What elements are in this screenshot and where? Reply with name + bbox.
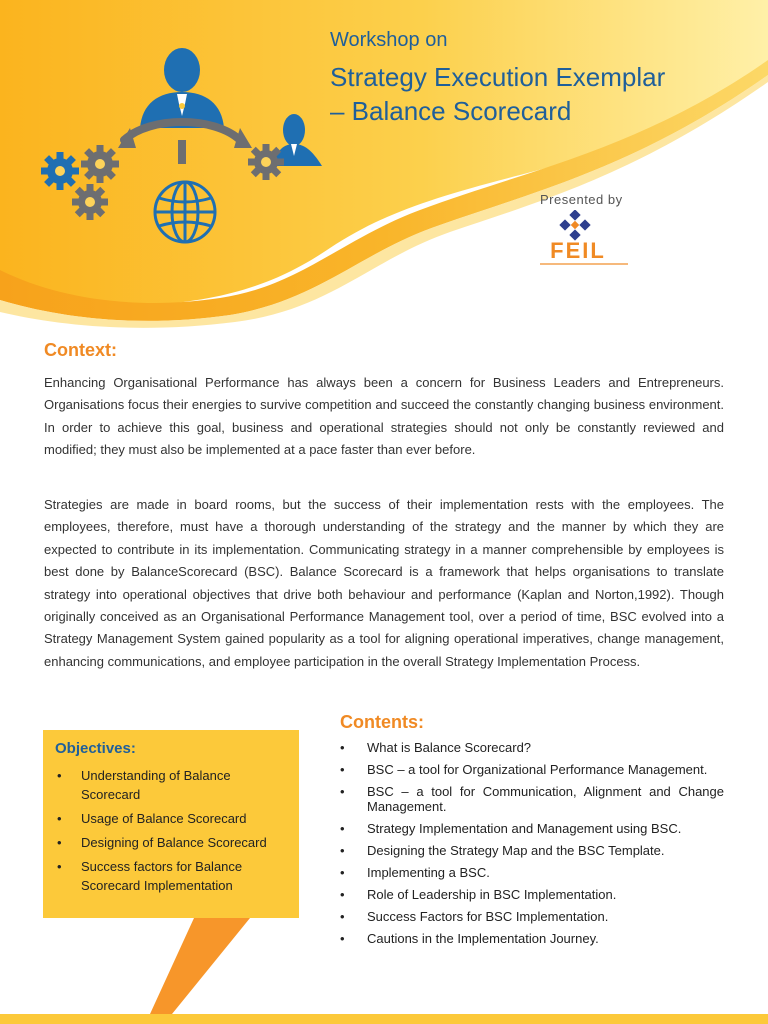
strategy-illustration xyxy=(40,44,330,254)
contents-item: • Success Factors for BSC Implementation. xyxy=(340,909,724,924)
title-line-2: – Balance Scorecard xyxy=(330,96,572,126)
objectives-callout-tail xyxy=(150,916,250,1014)
gear-icon-gray-1 xyxy=(81,145,119,183)
contents-heading: Contents: xyxy=(340,712,424,732)
workshop-kicker: Workshop on xyxy=(330,29,448,51)
title-line-1: Strategy Execution Exemplar xyxy=(330,62,666,92)
gear-icon-gray-3 xyxy=(248,144,284,180)
objective-item: • Designing of Balance Scorecard xyxy=(55,833,293,852)
presented-by-label: Presented by xyxy=(540,192,623,207)
objectives-box xyxy=(43,730,299,918)
objective-item: • Success factors for Balance Scorecard Implementation xyxy=(55,857,293,895)
objectives-list xyxy=(55,766,293,900)
contents-item: • What is Balance Scorecard? xyxy=(340,740,724,755)
logo-diamond-icon xyxy=(559,210,590,241)
feil-logo xyxy=(534,210,634,270)
contents-item: • Cautions in the Implementation Journey. xyxy=(340,931,724,946)
contents-item: • Implementing a BSC. xyxy=(340,865,724,880)
header-title-block xyxy=(330,28,750,128)
team-member-icon xyxy=(274,114,322,166)
footer-bar xyxy=(0,1014,768,1024)
objective-item: • Usage of Balance Scorecard xyxy=(55,809,293,828)
contents-item: • Designing the Strategy Map and the BSC Template. xyxy=(340,843,724,858)
central-person-icon xyxy=(140,48,224,128)
gear-icon-gray-2 xyxy=(72,184,108,220)
context-heading: Context: xyxy=(44,340,117,360)
contents-list xyxy=(340,740,724,953)
gear-icon-blue xyxy=(41,152,79,190)
contents-item: • BSC – a tool for Communication, Alignment and Change Management. xyxy=(340,784,724,814)
objectives-heading: Objectives: xyxy=(55,740,136,757)
workshop-title xyxy=(330,60,750,128)
objective-item: • Understanding of Balance Scorecard xyxy=(55,766,293,804)
logo-wordmark: FEIL xyxy=(550,238,606,263)
globe-icon xyxy=(155,182,215,242)
context-paragraph-1: Enhancing Organisational Performance has always been a concern for Business Leaders and Entrepreneurs. Organisations focus their energies to survive competition and succeed the constantly changing business environment. In order to achieve this goal, business and operational strategies should not only be constantly reviewed and modified; they must also be implemented at a pace faster than ever before. xyxy=(44,375,724,458)
contents-item: • BSC – a tool for Organizational Performance Management. xyxy=(340,762,724,777)
context-paragraph-2: Strategies are made in board rooms, but the success of their implementation rests with the employees. The employees, therefore, must have a thorough understanding of the strategy and the manner by which they are expected to contribute in its implementation. Communicating strategy in a manner comprehensible by employees is best done by BalanceScorecard (BSC). Balance Scorecard is a framework that helps organisations to translate strategy into operational objectives that drive both behaviour and performance (Kaplan and Norton,1992). Though originally conceived as an Organisational Performance Management tool, over a period of time, BSC evolved into a Strategy Management System gained popularity as a tool for aligning operational imperatives, change management, enhancing communications, and employee participation in the overall Strategy Implementation Process. xyxy=(44,497,724,669)
contents-item: • Strategy Implementation and Management using BSC. xyxy=(340,821,724,836)
contents-item: • Role of Leadership in BSC Implementation. xyxy=(340,887,724,902)
